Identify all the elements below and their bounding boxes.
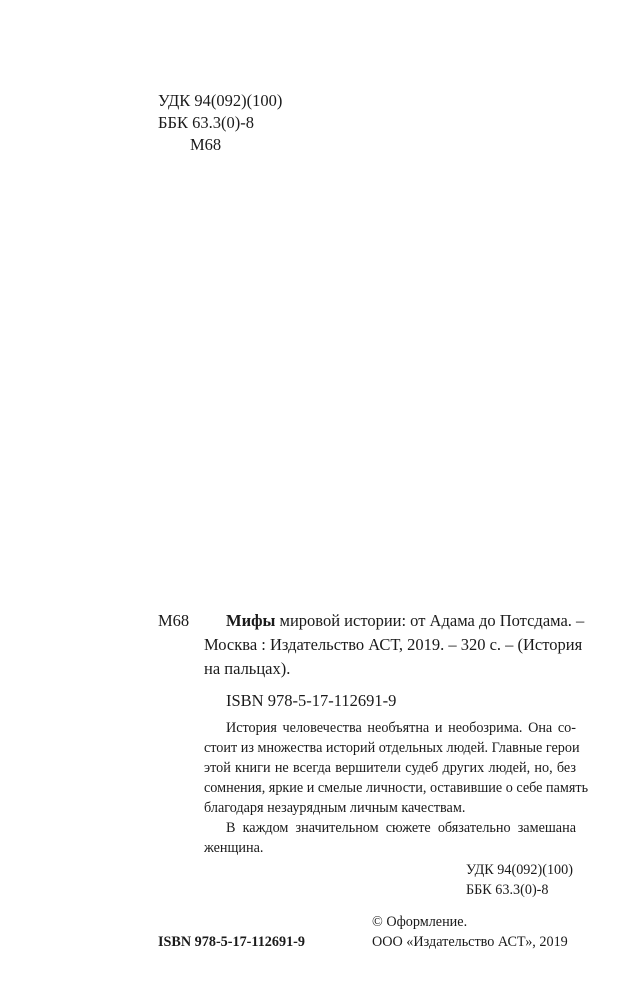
bbk-code-top: ББК 63.3(0)-8 <box>158 113 254 132</box>
udk-code-bottom: УДК 94(092)(100) <box>466 862 573 878</box>
record-title-line-2: Москва : Издательство АСТ, 2019. – 320 с. – (История <box>204 635 583 654</box>
annotation-line-5: благодаря незаурядным личным качествам. <box>204 800 466 816</box>
annotation-line-2: стоит из множества историй отдельных людей. Главные герои <box>204 740 580 756</box>
footer-isbn: ISBN 978-5-17-112691-9 <box>158 934 306 950</box>
annotation-second-para-line-2: женщина. <box>204 840 264 856</box>
copyright-line-1: © Оформление. <box>372 914 468 930</box>
annotation-line-4: сомнения, яркие и смелые личности, оставившие о себе память <box>204 780 589 796</box>
author-mark-record: М68 <box>158 611 190 630</box>
udk-code-top: УДК 94(092)(100) <box>158 91 283 110</box>
record-title-rest: мировой истории: от Адама до Потсдама. – <box>275 611 585 630</box>
annotation-line-1: История человечества необъятна и необозрима. Она со- <box>226 720 576 736</box>
author-mark-top: М68 <box>190 135 222 154</box>
record-isbn: ISBN 978-5-17-112691-9 <box>226 691 397 710</box>
annotation-second-para-line-1: В каждом значительном сюжете обязательно замешана <box>226 820 576 836</box>
bbk-code-bottom: ББК 63.3(0)-8 <box>466 882 549 898</box>
record-title-bold: Мифы <box>226 611 276 630</box>
annotation-line-3: этой книги не всегда вершители судеб других людей, но, без <box>204 760 576 776</box>
copyright-line-2: ООО «Издательство АСТ», 2019 <box>372 934 568 950</box>
record-title-line-3: на пальцах). <box>204 659 291 678</box>
record-title-line-1 <box>226 609 585 633</box>
